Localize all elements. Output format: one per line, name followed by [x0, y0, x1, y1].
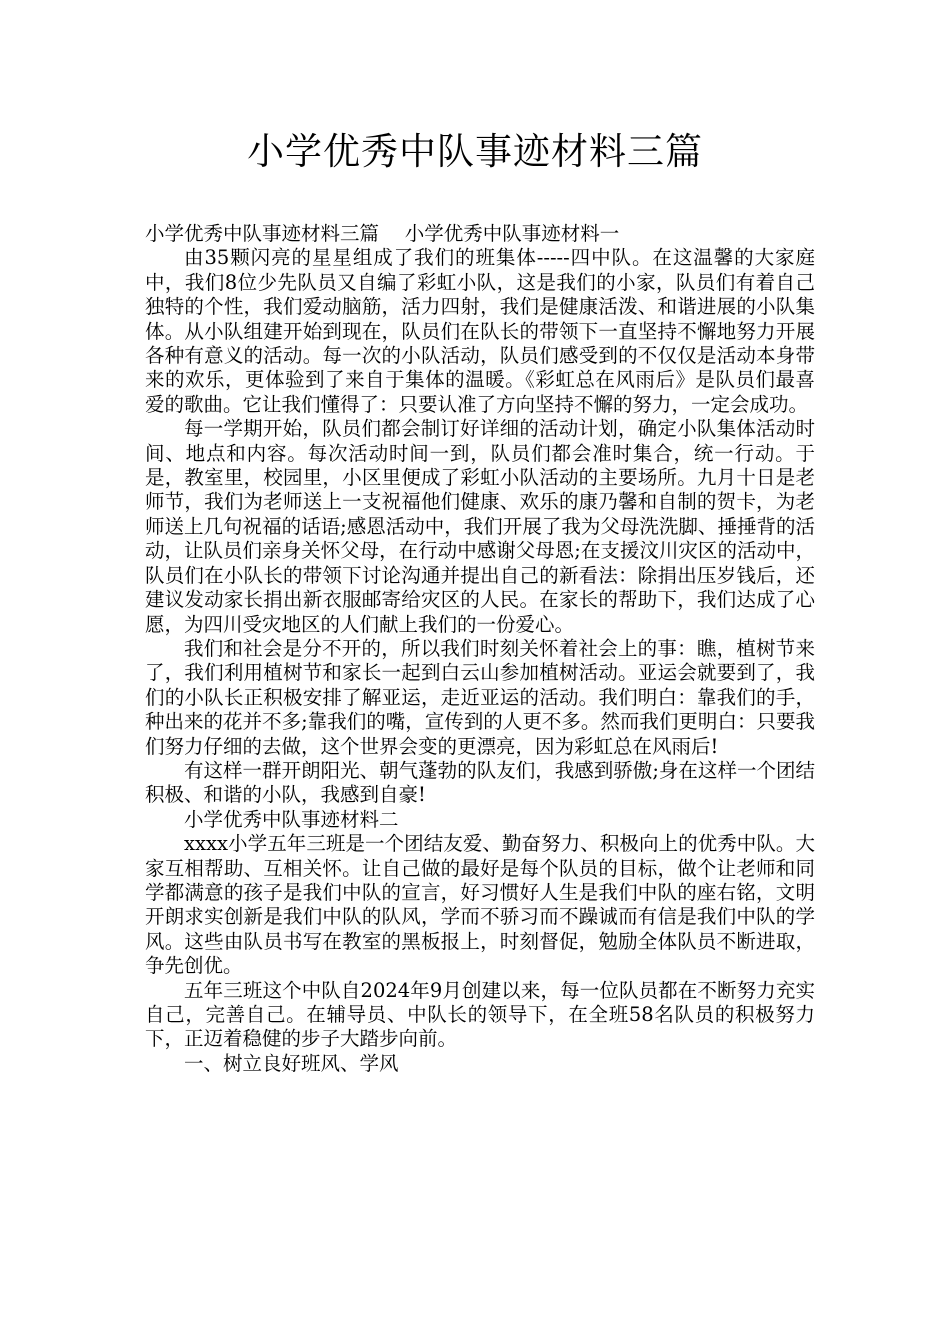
- paragraph: 我们和社会是分不开的，所以我们时刻关怀着社会上的事：瞧，植树节来了，我们利用植树节和家长一起到白云山参加植树活动。亚运会就要到了，我们的小队长正积极安排了解亚运，走近亚运的活动。我们明白：靠我们的手，种出来的花并不多;靠我们的嘴，宣传到的人更不多。然而我们更明白：只要我们努力仔细的去做，这个世界会变的更漂亮，因为彩虹总在风雨后!: [145, 636, 815, 758]
- paragraph: 五年三班这个中队自2024年9月创建以来，每一位队员都在不断努力充实自己，完善自己。在辅导员、中队长的领导下，在全班58名队员的积极努力下，正迈着稳健的步子大踏步向前。: [145, 978, 815, 1051]
- paragraph: 由35颗闪亮的星星组成了我们的班集体-----四中队。在这温馨的大家庭中，我们8位少先队员又自编了彩虹小队，这是我们的小家，队员们有着自己独特的个性，我们爱动脑筋，活力四射，我们是健康活泼、和谐进展的小队集体。从小队组建开始到现在，队员们在队长的带领下一直坚持不懈地努力开展各种有意义的活动。每一次的小队活动，队员们感受到的不仅仅是活动本身带来的欢乐，更体验到了来自于集体的温暖。《彩虹总在风雨后》是队员们最喜爱的歌曲。它让我们懂得了：只要认准了方向坚持不懈的努力，一定会成功。: [145, 246, 815, 416]
- paragraph: 每一学期开始，队员们都会制订好详细的活动计划，确定小队集体活动时间、地点和内容。每次活动时间一到，队员们都会准时集合，统一行动。于是，教室里，校园里，小区里便成了彩虹小队活动的主要场所。九月十日是老师节，我们为老师送上一支祝福他们健康、欢乐的康乃馨和自制的贺卡，为老师送上几句祝福的话语;感恩活动中，我们开展了我为父母洗洗脚、捶捶背的活动，让队员们亲身关怀父母，在行动中感谢父母恩;在支援汶川灾区的活动中，队员们在小队长的带领下讨论沟通并提出自己的新看法：除捐出压岁钱后，还建议发动家长捐出新衣服邮寄给灾区的人民。在家长的帮助下，我们达成了心愿，为四川受灾地区的人们献上我们的一份爱心。: [145, 417, 815, 636]
- paragraph: 小学优秀中队事迹材料三篇 小学优秀中队事迹材料一: [145, 222, 620, 245]
- paragraph: xxxx小学五年三班是一个团结友爱、勤奋努力、积极向上的优秀中队。大家互相帮助、互相关怀。让自己做的最好是每个队员的目标，做个让老师和同学都满意的孩子是我们中队的宣言，好习惯好人生是我们中队的座右铭，文明开朗求实创新是我们中队的队风，学而不骄习而不躁诚而有信是我们中队的学风。这些由队员书写在教室的黑板报上，时刻督促，勉励全体队员不断进取，争先创优。: [145, 832, 815, 978]
- paragraph: 有这样一群开朗阳光、朝气蓬勃的队友们，我感到骄傲;身在这样一个团结积极、和谐的小队，我感到自豪!: [145, 758, 815, 807]
- section-heading: 小学优秀中队事迹材料二: [184, 807, 399, 831]
- document-body: [145, 222, 815, 1076]
- section-heading: 一、树立良好班风、学风: [184, 1051, 399, 1075]
- document-title: 小学优秀中队事迹材料三篇: [247, 130, 703, 173]
